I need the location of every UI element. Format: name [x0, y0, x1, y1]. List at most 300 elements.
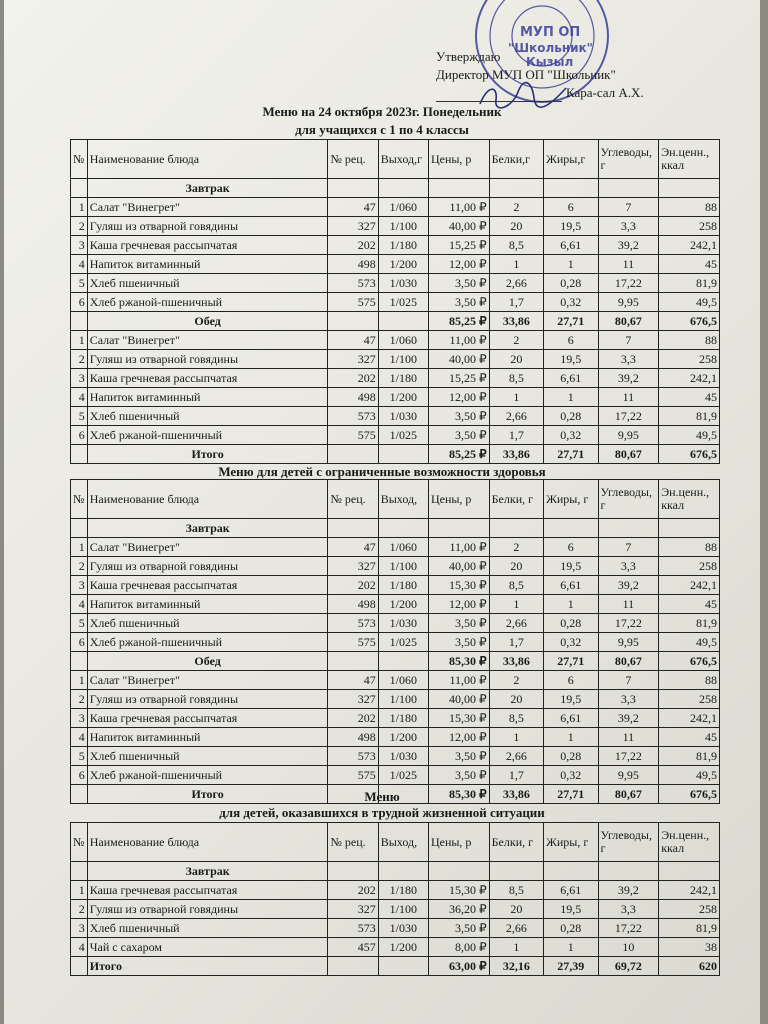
- table-cell: 4: [71, 595, 88, 614]
- table-cell: 575: [328, 633, 378, 652]
- table-cell: 3,3: [598, 217, 659, 236]
- table-cell: 1/180: [378, 576, 428, 595]
- column-header: Жиры, г: [544, 823, 598, 862]
- table-cell: Каша гречневая рассыпчатая: [87, 576, 328, 595]
- empty-cell: [544, 519, 598, 538]
- table-row: [71, 690, 720, 709]
- table-cell: 49,5: [659, 633, 720, 652]
- table-cell: 3,3: [598, 690, 659, 709]
- table-cell: 17,22: [598, 274, 659, 293]
- empty-cell: [328, 445, 378, 464]
- total-value: 85,30 ₽: [428, 652, 489, 671]
- table-cell: 1/060: [378, 331, 428, 350]
- table-cell: 8,5: [489, 369, 543, 388]
- table-cell: 573: [328, 407, 378, 426]
- total-label: Обед: [87, 312, 328, 331]
- table-cell: 2: [489, 538, 543, 557]
- table-cell: 11,00 ₽: [428, 331, 489, 350]
- table-row: [71, 255, 720, 274]
- table-cell: Хлеб пшеничный: [87, 919, 328, 938]
- meal-section-label: Завтрак: [87, 519, 328, 538]
- table-cell: 1: [544, 728, 598, 747]
- table-cell: Хлеб ржаной-пшеничный: [87, 766, 328, 785]
- table-cell: Хлеб пшеничный: [87, 747, 328, 766]
- table-cell: 6,61: [544, 709, 598, 728]
- total-value: 80,67: [598, 785, 659, 804]
- table-cell: 1/200: [378, 595, 428, 614]
- empty-cell: [71, 445, 88, 464]
- table-row: [71, 919, 720, 938]
- table-cell: 1/200: [378, 388, 428, 407]
- table-cell: 2,66: [489, 747, 543, 766]
- table-cell: 498: [328, 595, 378, 614]
- table-cell: 20: [489, 557, 543, 576]
- table-cell: 2: [489, 331, 543, 350]
- table-cell: 2,66: [489, 407, 543, 426]
- column-header: Углеводы, г: [598, 480, 659, 519]
- meal-section-label: Завтрак: [87, 179, 328, 198]
- table-cell: Хлеб ржаной-пшеничный: [87, 633, 328, 652]
- total-value: 676,5: [659, 785, 720, 804]
- table-cell: 17,22: [598, 747, 659, 766]
- empty-cell: [428, 519, 489, 538]
- table-cell: 1: [71, 538, 88, 557]
- table-cell: 1/100: [378, 217, 428, 236]
- table-cell: 39,2: [598, 236, 659, 255]
- table-cell: 40,00 ₽: [428, 557, 489, 576]
- column-header: № рец.: [328, 823, 378, 862]
- table-header-row: [71, 823, 720, 862]
- column-header: №: [71, 140, 88, 179]
- table-cell: 457: [328, 938, 378, 957]
- table-cell: 5: [71, 274, 88, 293]
- table-cell: 6: [544, 538, 598, 557]
- empty-cell: [598, 179, 659, 198]
- table-cell: 11: [598, 388, 659, 407]
- table-cell: Салат "Винегрет": [87, 538, 328, 557]
- table-cell: 1,7: [489, 293, 543, 312]
- hardship-title: Меню: [364, 789, 400, 804]
- total-value: 676,5: [659, 445, 720, 464]
- total-value: 33,86: [489, 445, 543, 464]
- table-cell: 6: [544, 331, 598, 350]
- total-label: Обед: [87, 652, 328, 671]
- table-cell: 81,9: [659, 274, 720, 293]
- table-cell: 88: [659, 538, 720, 557]
- table-cell: 1/030: [378, 407, 428, 426]
- total-label: Итого: [87, 445, 328, 464]
- total-value: 80,67: [598, 652, 659, 671]
- table-cell: 39,2: [598, 369, 659, 388]
- empty-cell: [659, 179, 720, 198]
- table-cell: Напиток витаминный: [87, 388, 328, 407]
- table-cell: 17,22: [598, 919, 659, 938]
- table-cell: 0,32: [544, 293, 598, 312]
- table-cell: 19,5: [544, 690, 598, 709]
- table-cell: 2: [71, 900, 88, 919]
- empty-cell: [598, 862, 659, 881]
- column-header: Углеводы, г: [598, 823, 659, 862]
- empty-cell: [598, 519, 659, 538]
- table-cell: 19,5: [544, 350, 598, 369]
- menu-sheet: [4, 0, 760, 1024]
- table-cell: 3: [71, 236, 88, 255]
- total-value: 27,71: [544, 445, 598, 464]
- table-cell: 1/100: [378, 690, 428, 709]
- column-header: Эн.ценн., ккал: [659, 823, 720, 862]
- grades-subtitle: для учащихся с 1 по 4 классы: [295, 122, 469, 137]
- column-header: Белки, г: [489, 480, 543, 519]
- table-cell: 2: [71, 557, 88, 576]
- table-cell: 1/030: [378, 614, 428, 633]
- table-row: [71, 671, 720, 690]
- table-row: [71, 426, 720, 445]
- table-cell: Хлеб ржаной-пшеничный: [87, 293, 328, 312]
- table-cell: 0,28: [544, 919, 598, 938]
- table-cell: 1/200: [378, 728, 428, 747]
- table-cell: 1,7: [489, 633, 543, 652]
- table-cell: 1/060: [378, 198, 428, 217]
- table-cell: 88: [659, 198, 720, 217]
- meal-section-total-row: [71, 652, 720, 671]
- empty-cell: [378, 179, 428, 198]
- column-header: Наименование блюда: [87, 823, 328, 862]
- total-value: 85,25 ₽: [428, 445, 489, 464]
- table-header-row: [71, 140, 720, 179]
- table-cell: 47: [328, 331, 378, 350]
- total-value: 676,5: [659, 312, 720, 331]
- table-row: [71, 369, 720, 388]
- table-cell: 11,00 ₽: [428, 538, 489, 557]
- table-cell: 6: [544, 198, 598, 217]
- table-cell: 3: [71, 919, 88, 938]
- column-header: Наименование блюда: [87, 140, 328, 179]
- table-cell: 202: [328, 709, 378, 728]
- table-cell: 7: [598, 331, 659, 350]
- table-row: [71, 576, 720, 595]
- table-cell: 1/200: [378, 255, 428, 274]
- empty-cell: [378, 445, 428, 464]
- table-cell: 2: [71, 217, 88, 236]
- table-row: [71, 217, 720, 236]
- table-cell: 47: [328, 671, 378, 690]
- total-value: 33,86: [489, 312, 543, 331]
- table-cell: 1,7: [489, 426, 543, 445]
- table-cell: 9,95: [598, 766, 659, 785]
- total-value: 80,67: [598, 312, 659, 331]
- empty-cell: [378, 957, 428, 976]
- table-row: [71, 557, 720, 576]
- empty-cell: [378, 652, 428, 671]
- table-cell: 1/200: [378, 938, 428, 957]
- table-header-row: [71, 480, 720, 519]
- meal-section-row: [71, 519, 720, 538]
- table-cell: 327: [328, 690, 378, 709]
- table-cell: 8,5: [489, 576, 543, 595]
- table-cell: 17,22: [598, 407, 659, 426]
- table-cell: 3,50 ₽: [428, 293, 489, 312]
- table-cell: Напиток витаминный: [87, 595, 328, 614]
- table-cell: 1: [489, 728, 543, 747]
- table-cell: 3,3: [598, 350, 659, 369]
- table-cell: 0,28: [544, 614, 598, 633]
- table-cell: 81,9: [659, 407, 720, 426]
- table-cell: 242,1: [659, 709, 720, 728]
- table-cell: 3: [71, 369, 88, 388]
- table-cell: 15,30 ₽: [428, 881, 489, 900]
- column-header: Жиры, г: [544, 480, 598, 519]
- empty-cell: [328, 519, 378, 538]
- empty-cell: [544, 179, 598, 198]
- table-cell: 1/100: [378, 350, 428, 369]
- total-value: 33,86: [489, 785, 543, 804]
- table-cell: Напиток витаминный: [87, 728, 328, 747]
- table-cell: 20: [489, 690, 543, 709]
- empty-cell: [378, 312, 428, 331]
- column-header: № рец.: [328, 480, 378, 519]
- table-cell: 20: [489, 900, 543, 919]
- table-cell: 202: [328, 576, 378, 595]
- total-label: Итого: [87, 957, 328, 976]
- table-cell: 1: [544, 595, 598, 614]
- total-value: 27,71: [544, 652, 598, 671]
- table-cell: 12,00 ₽: [428, 255, 489, 274]
- column-header: Жиры,г: [544, 140, 598, 179]
- table-cell: 7: [598, 198, 659, 217]
- empty-cell: [71, 312, 88, 331]
- menu-date-title: Меню на 24 октября 2023г. Понедельник: [262, 104, 502, 119]
- table-cell: 3: [71, 576, 88, 595]
- table-cell: 258: [659, 350, 720, 369]
- table-cell: 0,28: [544, 747, 598, 766]
- table-cell: 1: [489, 388, 543, 407]
- table-cell: 11,00 ₽: [428, 198, 489, 217]
- table-row: [71, 728, 720, 747]
- empty-cell: [428, 179, 489, 198]
- table-cell: 3,50 ₽: [428, 747, 489, 766]
- table-cell: 3,50 ₽: [428, 407, 489, 426]
- table-cell: 327: [328, 900, 378, 919]
- table-cell: 1/025: [378, 766, 428, 785]
- svg-text:Кызыл: Кызыл: [526, 55, 574, 69]
- table-cell: 45: [659, 388, 720, 407]
- table-row: [71, 538, 720, 557]
- table-cell: 2: [489, 198, 543, 217]
- table-cell: 1/030: [378, 274, 428, 293]
- table-row: [71, 633, 720, 652]
- table-cell: Каша гречневая рассыпчатая: [87, 236, 328, 255]
- empty-cell: [659, 519, 720, 538]
- table-cell: 575: [328, 766, 378, 785]
- table-cell: 258: [659, 900, 720, 919]
- table-cell: 573: [328, 614, 378, 633]
- total-value: 620: [659, 957, 720, 976]
- table-cell: 88: [659, 331, 720, 350]
- total-row: [71, 445, 720, 464]
- empty-cell: [428, 862, 489, 881]
- table-cell: 1/025: [378, 633, 428, 652]
- table-cell: 258: [659, 217, 720, 236]
- table-cell: 12,00 ₽: [428, 728, 489, 747]
- column-header: Цены, р: [428, 823, 489, 862]
- table-cell: 6,61: [544, 236, 598, 255]
- empty-cell: [489, 179, 543, 198]
- director-name: Кара-сал А.Х.: [566, 85, 644, 100]
- table-cell: 575: [328, 293, 378, 312]
- table-row: [71, 407, 720, 426]
- table-cell: 47: [328, 538, 378, 557]
- table-cell: 1: [489, 255, 543, 274]
- table-cell: 11: [598, 255, 659, 274]
- table-cell: 3,50 ₽: [428, 274, 489, 293]
- svg-text:МУП ОП: МУП ОП: [520, 25, 581, 40]
- total-row: [71, 957, 720, 976]
- table-cell: 0,28: [544, 274, 598, 293]
- table-cell: Гуляш из отварной говядины: [87, 690, 328, 709]
- table-cell: 20: [489, 350, 543, 369]
- table-cell: 1/180: [378, 236, 428, 255]
- total-value: 27,71: [544, 785, 598, 804]
- total-value: 32,16: [489, 957, 543, 976]
- table-row: [71, 881, 720, 900]
- table-cell: 38: [659, 938, 720, 957]
- table-cell: 573: [328, 274, 378, 293]
- table-cell: 81,9: [659, 614, 720, 633]
- table-row: [71, 595, 720, 614]
- table-cell: 7: [598, 671, 659, 690]
- table-cell: 3,50 ₽: [428, 426, 489, 445]
- table-row: [71, 747, 720, 766]
- table-row: [71, 350, 720, 369]
- table-cell: 1/180: [378, 709, 428, 728]
- table-cell: 1: [71, 881, 88, 900]
- column-header: Выход,: [378, 823, 428, 862]
- total-value: 676,5: [659, 652, 720, 671]
- empty-cell: [71, 652, 88, 671]
- table-cell: 2: [71, 350, 88, 369]
- table-cell: 15,30 ₽: [428, 709, 489, 728]
- table-row: [71, 614, 720, 633]
- table-cell: 1/100: [378, 557, 428, 576]
- table-cell: Хлеб пшеничный: [87, 407, 328, 426]
- table-cell: 8,5: [489, 881, 543, 900]
- table-cell: 1/025: [378, 293, 428, 312]
- table-cell: 3,50 ₽: [428, 919, 489, 938]
- table-cell: 12,00 ₽: [428, 388, 489, 407]
- table-cell: 1: [544, 388, 598, 407]
- menu-table-hardship: [70, 822, 720, 976]
- table-cell: 1: [544, 255, 598, 274]
- empty-cell: [659, 862, 720, 881]
- table-cell: 242,1: [659, 881, 720, 900]
- total-value: 85,25 ₽: [428, 312, 489, 331]
- table-cell: 498: [328, 255, 378, 274]
- table-cell: 3: [71, 709, 88, 728]
- table-cell: 1: [544, 938, 598, 957]
- table-row: [71, 938, 720, 957]
- table-cell: 8,5: [489, 709, 543, 728]
- empty-cell: [71, 862, 88, 881]
- total-value: 27,71: [544, 312, 598, 331]
- table-cell: 3,50 ₽: [428, 614, 489, 633]
- table-cell: Гуляш из отварной говядины: [87, 557, 328, 576]
- empty-cell: [489, 519, 543, 538]
- table-row: [71, 293, 720, 312]
- table-cell: 573: [328, 919, 378, 938]
- table-cell: 8,5: [489, 236, 543, 255]
- total-value: 63,00 ₽: [428, 957, 489, 976]
- empty-cell: [328, 179, 378, 198]
- table-cell: 3,50 ₽: [428, 633, 489, 652]
- total-value: 80,67: [598, 445, 659, 464]
- table-cell: Салат "Винегрет": [87, 331, 328, 350]
- table-cell: 5: [71, 614, 88, 633]
- empty-cell: [378, 519, 428, 538]
- table-cell: 0,32: [544, 766, 598, 785]
- table-cell: 202: [328, 881, 378, 900]
- empty-cell: [328, 312, 378, 331]
- column-header: Белки,г: [489, 140, 543, 179]
- table-cell: 39,2: [598, 881, 659, 900]
- table-cell: 3,50 ₽: [428, 766, 489, 785]
- empty-cell: [71, 179, 88, 198]
- table-cell: 20: [489, 217, 543, 236]
- column-header: Эн.ценн., ккал: [659, 480, 720, 519]
- table-cell: 327: [328, 350, 378, 369]
- table-cell: 45: [659, 595, 720, 614]
- table-cell: 9,95: [598, 426, 659, 445]
- menu-table-special-needs: [70, 479, 720, 804]
- table-cell: 88: [659, 671, 720, 690]
- table-cell: Гуляш из отварной говядины: [87, 900, 328, 919]
- table-cell: 40,00 ₽: [428, 690, 489, 709]
- table-row: [71, 709, 720, 728]
- table-cell: 0,32: [544, 426, 598, 445]
- table-row: [71, 331, 720, 350]
- table-cell: 15,25 ₽: [428, 369, 489, 388]
- table-cell: 1/030: [378, 747, 428, 766]
- table-cell: 81,9: [659, 919, 720, 938]
- table-cell: Хлеб пшеничный: [87, 614, 328, 633]
- empty-cell: [71, 957, 88, 976]
- table-cell: 0,28: [544, 407, 598, 426]
- director-label: Директор МУП ОП "Школьник": [436, 67, 616, 82]
- table-cell: 1/100: [378, 900, 428, 919]
- meal-section-label: Завтрак: [87, 862, 328, 881]
- table-cell: 15,30 ₽: [428, 576, 489, 595]
- table-cell: 498: [328, 388, 378, 407]
- empty-cell: [544, 862, 598, 881]
- table-cell: 40,00 ₽: [428, 217, 489, 236]
- table-row: [71, 274, 720, 293]
- table-row: [71, 198, 720, 217]
- table-cell: 9,95: [598, 633, 659, 652]
- table-cell: 2,66: [489, 274, 543, 293]
- table-cell: 5: [71, 407, 88, 426]
- table-row: [71, 766, 720, 785]
- table-cell: 1/180: [378, 881, 428, 900]
- column-header: Выход,г: [378, 140, 428, 179]
- table-cell: 1/060: [378, 538, 428, 557]
- table-cell: 575: [328, 426, 378, 445]
- table-cell: 19,5: [544, 217, 598, 236]
- total-value: 33,86: [489, 652, 543, 671]
- table-cell: 49,5: [659, 766, 720, 785]
- column-header: Наименование блюда: [87, 480, 328, 519]
- table-cell: 3,3: [598, 900, 659, 919]
- table-cell: 498: [328, 728, 378, 747]
- table-row: [71, 388, 720, 407]
